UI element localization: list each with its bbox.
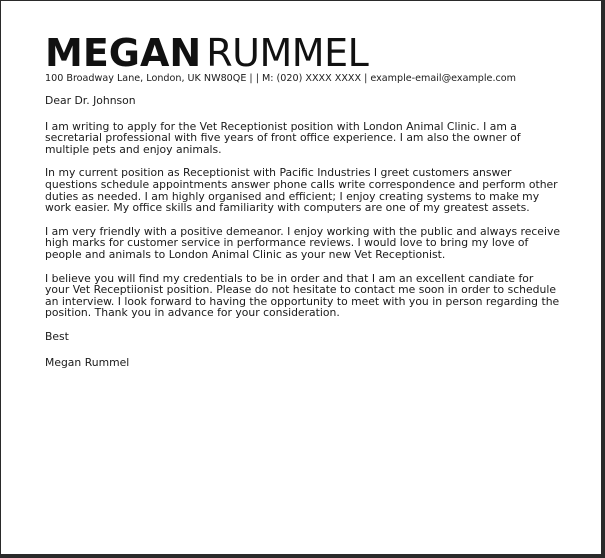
contact-line: 100 Broadway Lane, London, UK NW80QE | | M: (020) XXXX XXXX | example-email@example.com (45, 73, 517, 84)
closing: Best (45, 329, 69, 343)
signature: Megan Rummel (45, 355, 130, 369)
salutation: Dear Dr. Johnson (45, 94, 136, 107)
paragraph-conclusion: I believe you will find my credentials to be in order and that I am an excellent candiate for your Vet Receptiionist position. Please do not hesitate to contact me soon in order to schedule an interview. I look forward to having the opportunity to meet with you in person regarding the position. Thank you in advance for your consideration. (45, 271, 560, 320)
paragraph-experience: In my current position as Receptionist with Pacific Industries I greet customers answer questions schedule appointments answer phone calls write correspondence and perform other duties as needed. I am highly organised and efficient; I enjoy creating systems to make my work easier. My office skills and familiarity with computers are one of my greatest assets. (45, 166, 558, 215)
letter-body (45, 95, 561, 380)
letterhead-name (45, 31, 368, 75)
first-name: MEGAN (45, 31, 202, 75)
paragraph-personality: I am very friendly with a positive demeanor. I enjoy working with the public and always receive high marks for customer service in performance reviews. I would love to bring my love of people and animals to London Animal Clinic as your new Vet Receptionist. (45, 224, 560, 261)
paragraph-intro: I am writing to apply for the Vet Receptionist position with London Animal Clinic. I am a secretarial professional with five years of front office experience. I am also the owner of multiple pets and enjoy animals. (45, 119, 521, 156)
last-name: RUMMEL (206, 31, 369, 75)
